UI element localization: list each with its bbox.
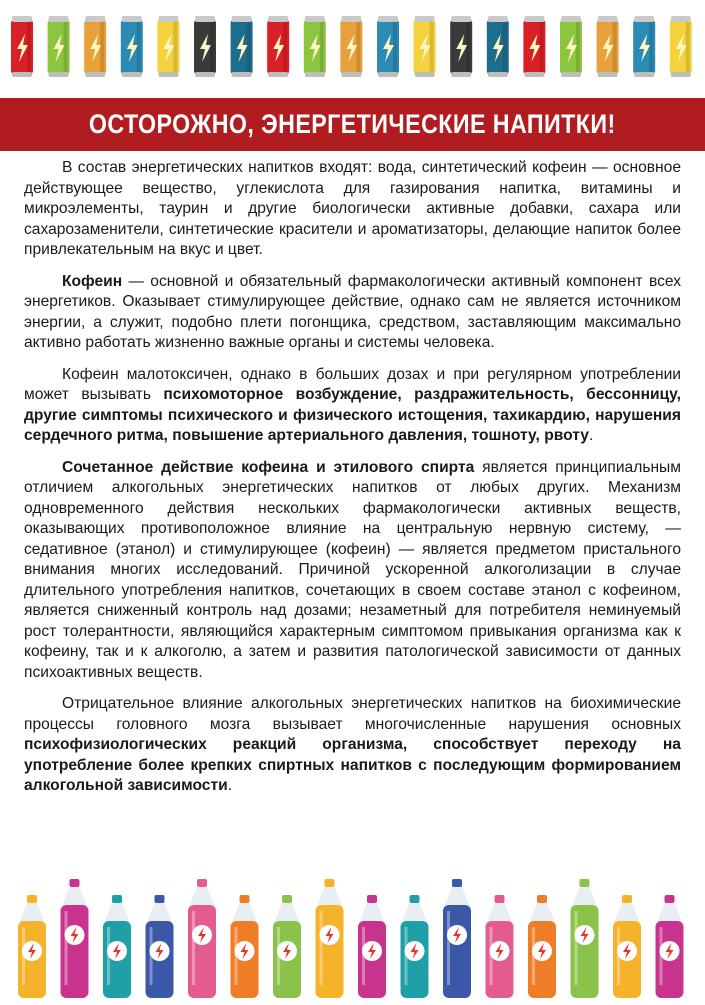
paragraph: [24, 272, 681, 354]
can-icon: [304, 16, 326, 77]
decorative-cans-row: [0, 14, 705, 84]
can-icon: [414, 16, 436, 77]
bottle-icon: [316, 879, 344, 998]
bottle-icon: [273, 895, 301, 998]
can-icon: [11, 16, 33, 77]
can-icon: [633, 16, 655, 77]
can-icon: [487, 16, 509, 77]
text-run: Кофеин малотоксичен, однако в больших дозах и при регулярном употреблении может вызывать: [24, 365, 681, 403]
bottle-icon: [18, 895, 46, 998]
bottle-icon: [528, 895, 556, 998]
decorative-bottles-row: [0, 873, 705, 1000]
bold-text: психофизиологических реакций организма, способствует переходу на употребление более крепких спиртных напитков с последующим формированием алкогольной зависимости: [24, 736, 681, 794]
article-body: [24, 158, 681, 808]
bottle-icon: [61, 879, 89, 998]
can-icon: [340, 16, 362, 77]
bottle-icon: [231, 895, 259, 998]
can-icon: [597, 16, 619, 77]
cans-illustration: [0, 14, 705, 84]
paragraph: [24, 694, 681, 797]
bottle-icon: [486, 895, 514, 998]
bold-text: психомоторное возбуждение, раздражительность, бессонницу, другие симптомы психического и физического истощения, тахикардию, нарушения сердечного ритма, повышение артериального давления, тошноту, рвоту: [24, 386, 681, 444]
bottle-icon: [571, 879, 599, 998]
text-run: .: [588, 427, 594, 444]
text-run: В состав энергетических напитков входят: вода, синтетический кофеин — основное действующее вещество, углекислота для газирования напитка, витамины и микроэлементы, таурин и другие биологически активные добавки, сахара или сахарозаменители, синтетические красители и ароматизаторы, делающие напиток более привлекательным на вкус и цвет.: [24, 159, 681, 258]
bottles-illustration: [0, 873, 705, 1000]
bottle-icon: [401, 895, 429, 998]
bottle-icon: [613, 895, 641, 998]
can-icon: [231, 16, 253, 77]
text-run: .: [227, 777, 233, 794]
text-run: Отрицательное влияние алкогольных энергетических напитков на биохимические процессы головного мозга вызывает многочисленные нарушения основных: [24, 695, 681, 733]
can-icon: [157, 16, 179, 77]
paragraph: [24, 365, 681, 447]
text-run: — основной и обязательный фармакологически активный компонент всех энергетиков. Оказывает стимулирующее действие, однако сам не является источником энергии, а служит, подобно плети погонщика, средством, заставляющим максимально активно работать жизненно важные органы и системы человека.: [24, 272, 681, 351]
can-icon: [48, 16, 70, 77]
can-icon: [267, 16, 289, 77]
can-icon: [377, 16, 399, 77]
bottle-icon: [146, 895, 174, 998]
bold-text: Кофеин: [62, 272, 123, 290]
title-banner: [0, 98, 705, 151]
can-icon: [194, 16, 216, 77]
paragraph: [24, 458, 681, 684]
can-icon: [670, 16, 692, 77]
bottle-icon: [443, 879, 471, 998]
paragraph: [24, 158, 681, 261]
bottle-icon: [103, 895, 131, 998]
can-icon: [560, 16, 582, 77]
text-run: является принципиальным отличием алкогольных энергетических напитков от любых других. Механизм одновременного действия нескольких фармакологически активных веществ, оказывающих противоположное влияние на центральную нервную систему, — седативное (этанол) и стимулирующее (кофеин) — является предметом пристального внимания многих исследований. Причиной ускоренной алкоголизации в случае длительного употребления напитков, сочетающих в своем составе этанол с кофеином, является сниженный контроль над дозами; незаметный для потребителя неминуемый рост толерантности, являющийся характерным симптомом привыкания организма как к кофеину, так и к алкоголю, а затем и развития патологической зависимости от данных психоактивных веществ.: [24, 458, 681, 681]
can-icon: [121, 16, 143, 77]
can-icon: [84, 16, 106, 77]
bottle-icon: [656, 895, 684, 998]
bottle-icon: [358, 895, 386, 998]
bold-text: Сочетанное действие кофеина и этилового спирта: [62, 458, 475, 476]
bottle-icon: [188, 879, 216, 998]
can-icon: [523, 16, 545, 77]
page-title: ОСТОРОЖНО, ЭНЕРГЕТИЧЕСКИЕ НАПИТКИ!: [89, 109, 616, 139]
can-icon: [450, 16, 472, 77]
